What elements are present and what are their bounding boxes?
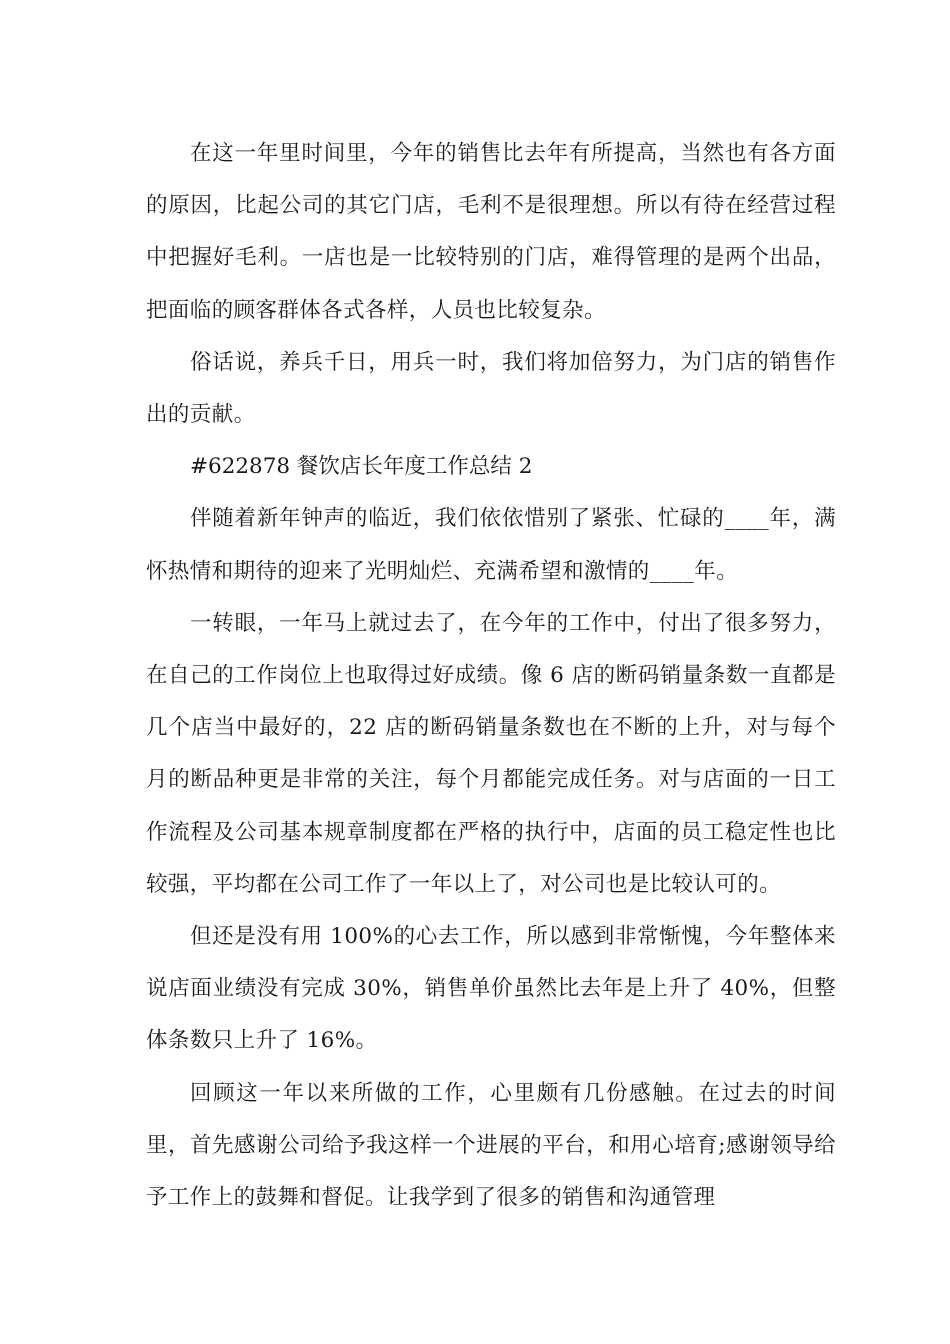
paragraph-sales-review: 在这一年里时间里，今年的销售比去年有所提高，当然也有各方面的原因，比起公司的其它门店，毛利不是很理想。所以有待在经营过程中把握好毛利。一店也是一比较特别的门店，难得管理的是两个出品，把面临的顾客群体各式各样，人员也比较复杂。 bbox=[146, 141, 836, 323]
paragraph-achievements: 一转眼，一年马上就过去了，在今年的工作中，付出了很多努力，在自己的工作岗位上也取得过好成绩。像 6 店的断码销量条数一直都是几个店当中最好的，22 店的断码销量条数也在不断的上升，对与每个月的断品种更是非常的关注，每个月都能完成任务。对与店面的一日工作流程及公司基本规章制度都在严格的执行中，店面的员工稳定性也比较强，平均都在公司工作了一年以上了，对公司也是比较认可的。 bbox=[146, 610, 836, 897]
paragraph-shortcomings: 但还是没有用 100%的心去工作，所以感到非常惭愧，今年整体来说店面业绩没有完成 30%，销售单价虽然比去年是上升了 40%，但整体条数只上升了 16%。 bbox=[146, 924, 836, 1054]
section-heading: #622878 餐饮店长年度工作总结 2 bbox=[190, 454, 533, 480]
document-body bbox=[146, 128, 836, 1224]
paragraph-new-year: 伴随着新年钟声的临近，我们依依惜别了紧张、忙碌的____年，满怀热情和期待的迎来了光明灿烂、充满希望和激情的____年。 bbox=[146, 506, 836, 584]
paragraph-proverb: 俗话说，养兵千日，用兵一时，我们将加倍努力，为门店的销售作出的贡献。 bbox=[146, 349, 836, 428]
paragraph-reflection: 回顾这一年以来所做的工作，心里颇有几份感触。在过去的时间里，首先感谢公司给予我这样一个进展的平台，和用心培育;感谢领导给予工作上的鼓舞和督促。让我学到了很多的销售和沟通管理 bbox=[146, 1080, 836, 1211]
